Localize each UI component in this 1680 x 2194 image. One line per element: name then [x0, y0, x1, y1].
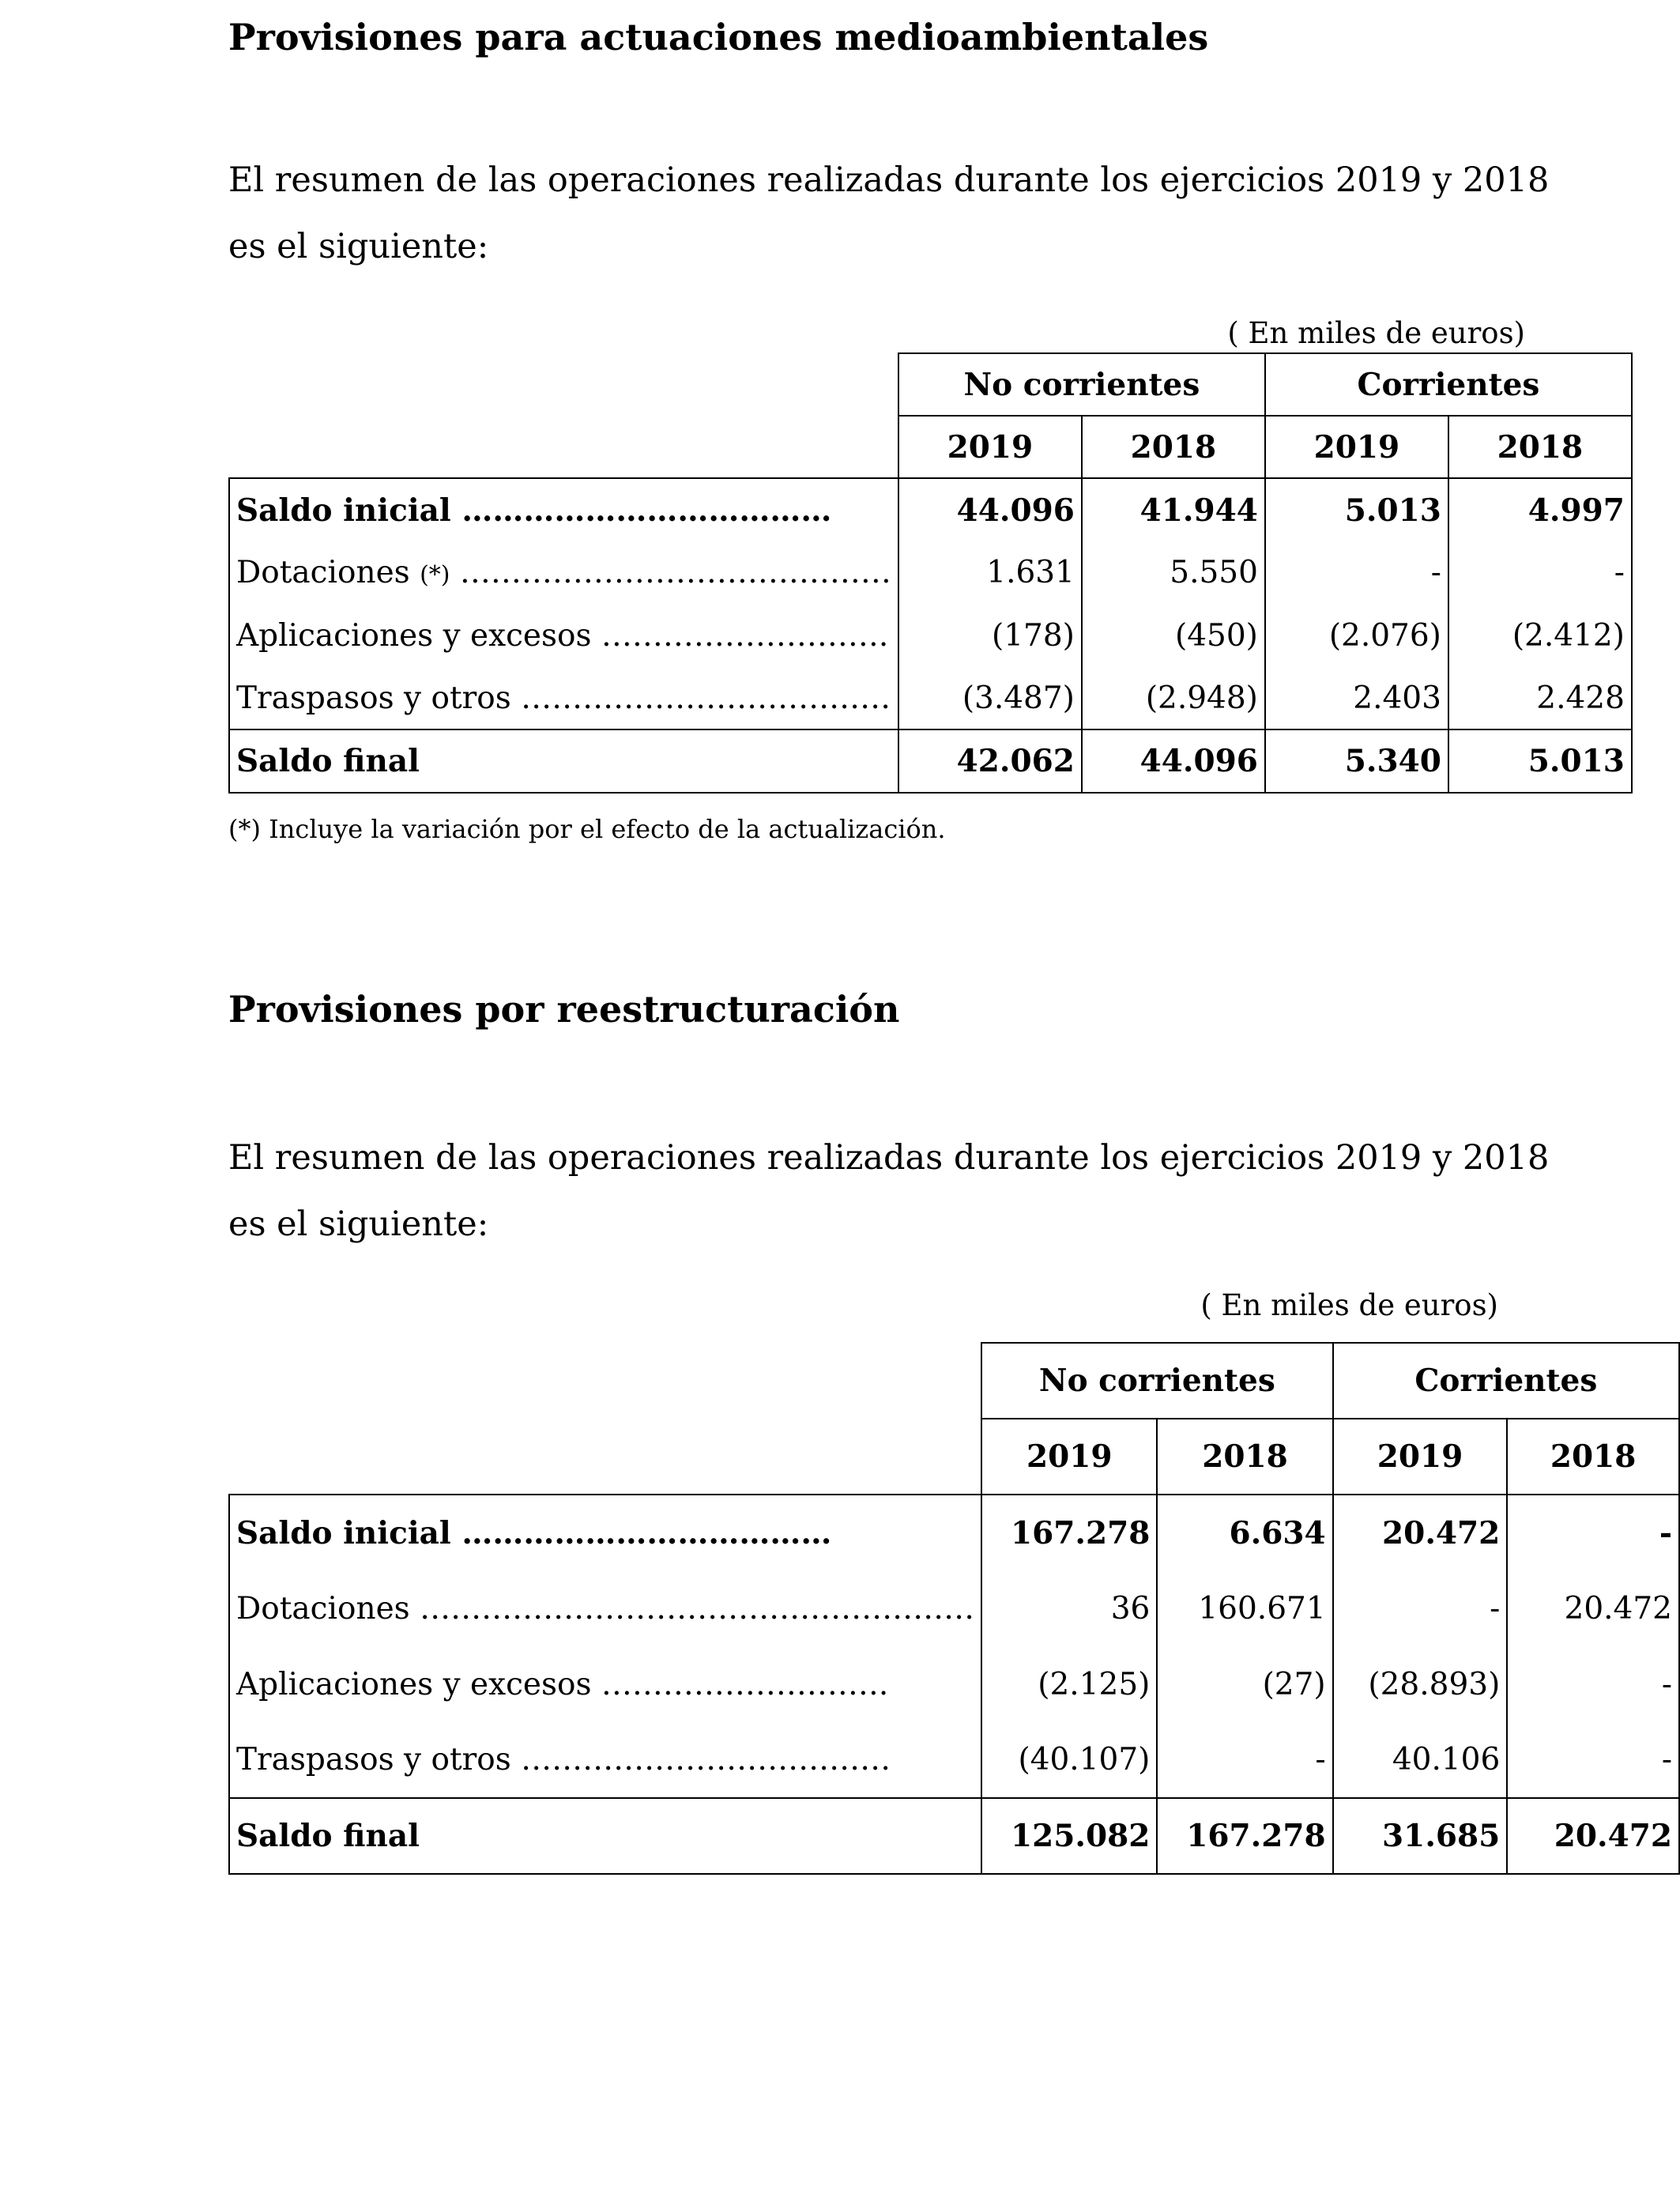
table-row — [229, 1495, 1679, 1570]
table-row — [229, 1570, 1679, 1646]
table-row — [229, 667, 1632, 729]
cell-value: 42.062 — [898, 729, 1082, 793]
table-row — [229, 541, 1632, 604]
cell-value: 44.096 — [1082, 729, 1265, 793]
section1-units-note: ( En miles de euros) — [1227, 316, 1525, 350]
row-label: Saldo inicial ……………………………… — [229, 1495, 981, 1570]
table-row-total — [229, 1798, 1679, 1874]
cell-value: 5.013 — [1448, 729, 1632, 793]
table-row — [229, 1722, 1679, 1798]
cell-value: (2.412) — [1448, 604, 1632, 667]
year-header: 2018 — [1082, 416, 1265, 478]
cell-value: 41.944 — [1082, 478, 1265, 541]
row-label: Traspasos y otros ……………………………… — [229, 1722, 981, 1798]
cell-value: 4.997 — [1448, 478, 1632, 541]
empty-header-cell — [229, 353, 898, 416]
year-header: 2019 — [1265, 416, 1448, 478]
group-header-corrientes: Corrientes — [1333, 1343, 1679, 1419]
cell-value: 2.403 — [1265, 667, 1448, 729]
cell-value: 167.278 — [981, 1495, 1157, 1570]
section2-table — [228, 1342, 1680, 1875]
leader-dots: …………………………………… — [450, 555, 891, 590]
row-label: Saldo inicial ……………………………… — [229, 478, 898, 541]
cell-value: 36 — [981, 1570, 1157, 1646]
empty-header-cell — [229, 416, 898, 478]
section2-intro-line1: El resumen de las operaciones realizadas durante los ejercicios 2019 y 2018 — [228, 1138, 1550, 1178]
table-group-header-row — [229, 353, 1632, 416]
section2-units-note: ( En miles de euros) — [1200, 1288, 1498, 1322]
cell-value: - — [1507, 1646, 1679, 1722]
year-header: 2018 — [1157, 1419, 1332, 1495]
cell-value: (2.125) — [981, 1646, 1157, 1722]
year-header: 2019 — [898, 416, 1082, 478]
section1-title: Provisiones para actuaciones medioambientales — [228, 16, 1209, 58]
table-row — [229, 478, 1632, 541]
cell-value: 5.013 — [1265, 478, 1448, 541]
empty-header-cell — [229, 1419, 981, 1495]
year-header: 2018 — [1448, 416, 1632, 478]
row-label: Dotaciones ……………………………………………… — [229, 1570, 981, 1646]
cell-value: 31.685 — [1333, 1798, 1508, 1874]
section1-footnote: (*) Incluye la variación por el efecto de la actualización. — [228, 814, 946, 844]
table-row — [229, 1646, 1679, 1722]
row-label: Saldo final — [229, 729, 898, 793]
section1-table — [228, 352, 1633, 794]
section1-intro-line1: El resumen de las operaciones realizadas durante los ejercicios 2019 y 2018 — [228, 160, 1550, 200]
cell-value: 1.631 — [898, 541, 1082, 604]
cell-value: 6.634 — [1157, 1495, 1332, 1570]
cell-value: 167.278 — [1157, 1798, 1332, 1874]
section2-intro-line2: es el siguiente: — [228, 1204, 489, 1244]
table-year-header-row — [229, 416, 1632, 478]
row-label: Saldo final — [229, 1798, 981, 1874]
year-header: 2018 — [1507, 1419, 1679, 1495]
cell-value: (2.948) — [1082, 667, 1265, 729]
cell-value: (450) — [1082, 604, 1265, 667]
cell-value: - — [1333, 1570, 1508, 1646]
group-header-no-corrientes: No corrientes — [981, 1343, 1333, 1419]
year-header: 2019 — [981, 1419, 1157, 1495]
cell-value: - — [1507, 1495, 1679, 1570]
cell-value: 125.082 — [981, 1798, 1157, 1874]
row-label: Traspasos y otros ……………………………… — [229, 667, 898, 729]
cell-value: (28.893) — [1333, 1646, 1508, 1722]
cell-value: 20.472 — [1333, 1495, 1508, 1570]
section2-title: Provisiones por reestructuración — [228, 988, 900, 1031]
footnote-marker: (*) — [420, 561, 450, 589]
cell-value: 44.096 — [898, 478, 1082, 541]
table-row — [229, 604, 1632, 667]
cell-value: (27) — [1157, 1646, 1332, 1722]
row-label-text: Dotaciones — [236, 555, 420, 590]
cell-value: - — [1265, 541, 1448, 604]
year-header: 2019 — [1333, 1419, 1508, 1495]
cell-value: - — [1448, 541, 1632, 604]
cell-value: 40.106 — [1333, 1722, 1508, 1798]
table-row-total — [229, 729, 1632, 793]
cell-value: (2.076) — [1265, 604, 1448, 667]
cell-value: - — [1507, 1722, 1679, 1798]
empty-header-cell — [229, 1343, 981, 1419]
row-label — [229, 541, 898, 604]
group-header-corrientes: Corrientes — [1265, 353, 1632, 416]
cell-value: 20.472 — [1507, 1798, 1679, 1874]
cell-value: 2.428 — [1448, 667, 1632, 729]
cell-value: (178) — [898, 604, 1082, 667]
cell-value: - — [1157, 1722, 1332, 1798]
cell-value: (40.107) — [981, 1722, 1157, 1798]
row-label: Aplicaciones y excesos ………………………. — [229, 604, 898, 667]
cell-value: 5.550 — [1082, 541, 1265, 604]
table-year-header-row — [229, 1419, 1679, 1495]
group-header-no-corrientes: No corrientes — [898, 353, 1265, 416]
row-label: Aplicaciones y excesos ………………………. — [229, 1646, 981, 1722]
cell-value: 160.671 — [1157, 1570, 1332, 1646]
cell-value: (3.487) — [898, 667, 1082, 729]
section1-intro-line2: es el siguiente: — [228, 227, 489, 266]
cell-value: 20.472 — [1507, 1570, 1679, 1646]
cell-value: 5.340 — [1265, 729, 1448, 793]
table-group-header-row — [229, 1343, 1679, 1419]
